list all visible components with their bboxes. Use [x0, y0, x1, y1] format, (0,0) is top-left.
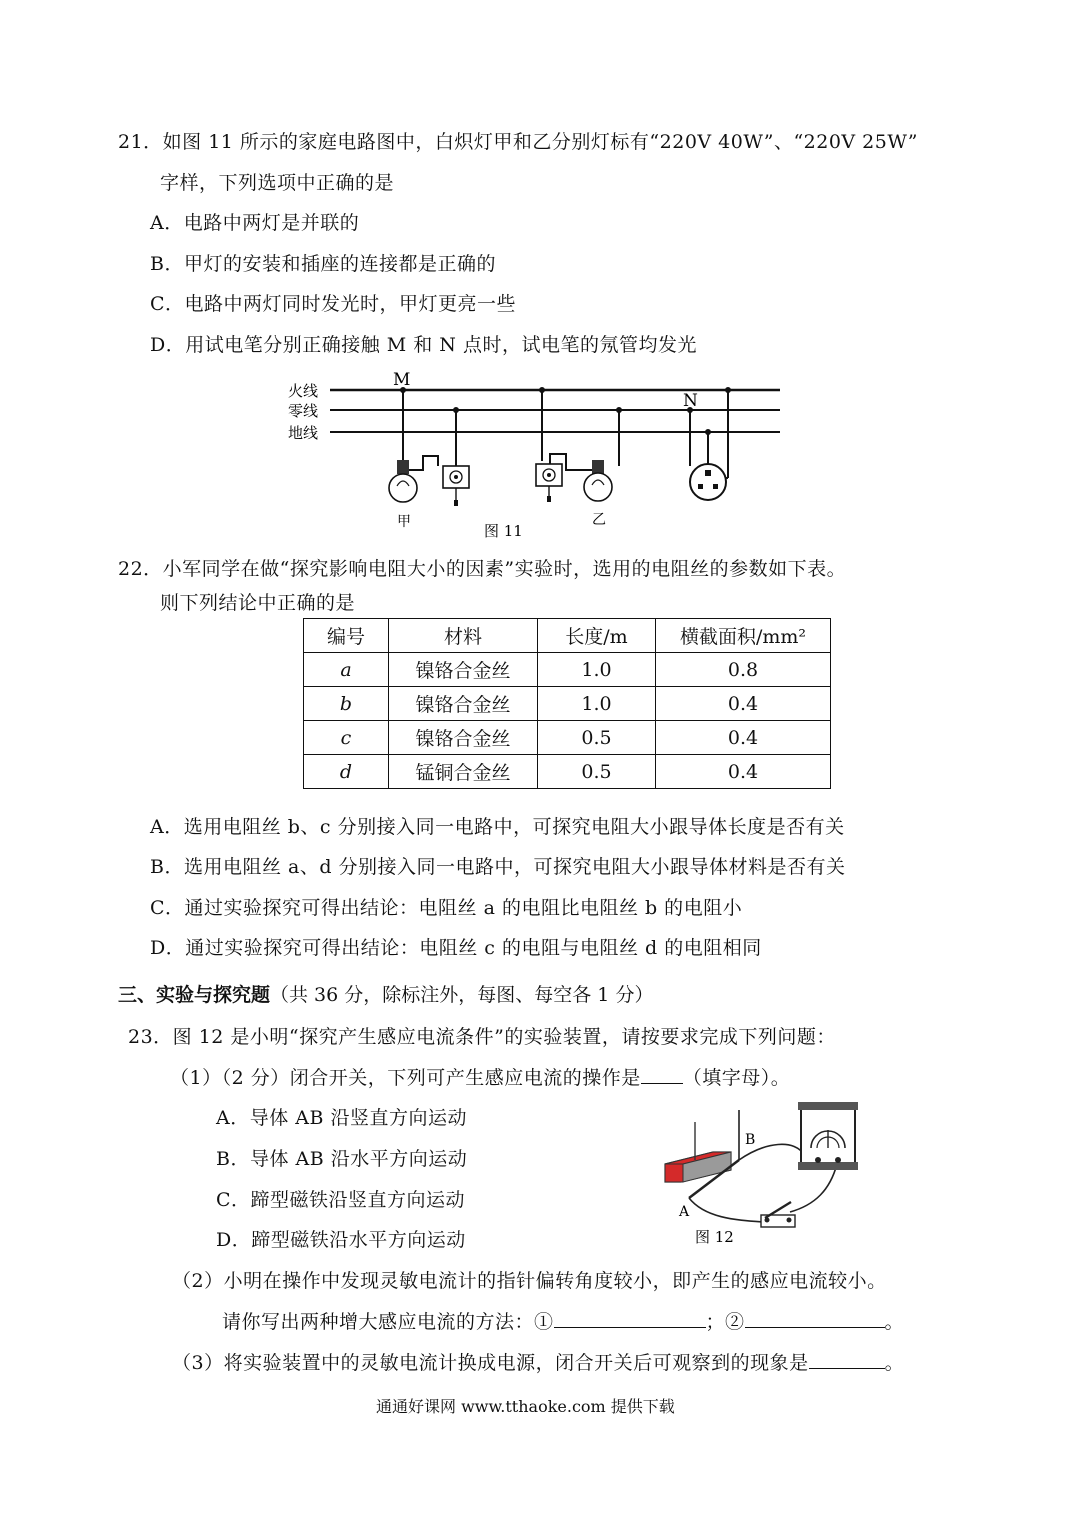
table-header-row [304, 619, 831, 653]
q23-option-d: D．蹄型磁铁沿水平方向运动 [216, 1229, 466, 1251]
q23-part1-suffix: （填字母）。 [682, 1067, 791, 1089]
resistance-wire-table [303, 618, 831, 789]
q23-part2-line2 [222, 1307, 904, 1334]
switch-jia-icon [443, 466, 469, 506]
q23-part1-prefix: （1）（2 分）闭合开关，下列可产生感应电流的操作是 [170, 1067, 641, 1089]
table-cell: 1.0 [538, 687, 656, 721]
q23-part3-answer-blank[interactable] [809, 1350, 885, 1369]
q23-option-b: B．导体 AB 沿水平方向运动 [216, 1148, 468, 1170]
section-3-note: （共 36 分，除标注外，每图、每空各 1 分） [270, 984, 654, 1006]
knife-switch-icon [761, 1202, 795, 1227]
figure-12-label-a: A [679, 1204, 690, 1220]
table-cell: 0.4 [656, 721, 831, 755]
table-row [304, 653, 831, 687]
table-cell: 镍铬合金丝 [389, 687, 538, 721]
point-n-label: N [683, 391, 698, 411]
q22-option-c: C．通过实验探究可得出结论：电阻丝 a 的电阻比电阻丝 b 的电阻小 [150, 897, 743, 919]
q22-option-a: A．选用电阻丝 b、c 分别接入同一电路中，可探究电阻大小跟导体长度是否有关 [150, 816, 845, 838]
q23-part2-line1: （2）小明在操作中发现灵敏电流计的指针偏转角度较小，即产生的感应电流较小。 [172, 1270, 887, 1292]
table-cell: d [304, 755, 389, 789]
section-3-heading [118, 980, 653, 1007]
table-cell: a [304, 653, 389, 687]
q23-option-a: A．导体 AB 沿竖直方向运动 [216, 1107, 467, 1129]
table-row [304, 721, 831, 755]
q23-part2-prefix: 请你写出两种增大感应电流的方法：① [222, 1311, 554, 1333]
socket-icon [690, 464, 726, 500]
table-cell: 0.5 [538, 721, 656, 755]
q23-part3-end: 。 [884, 1352, 905, 1374]
table-cell: 镍铬合金丝 [389, 721, 538, 755]
q21-option-a: A．电路中两灯是并联的 [150, 212, 360, 234]
table-header: 横截面积/mm² [656, 619, 831, 653]
q23-part2-answer-blank-1[interactable] [554, 1309, 706, 1328]
section-3-title: 三、实验与探究题 [118, 984, 271, 1006]
q22-option-d: D．通过实验探究可得出结论：电阻丝 c 的电阻与电阻丝 d 的电阻相同 [150, 937, 762, 959]
q23-part1 [170, 1063, 790, 1090]
q23-part3-prefix: （3）将实验装置中的灵敏电流计换成电源，闭合开关后可观察到的现象是 [172, 1352, 809, 1374]
table-cell: 0.5 [538, 755, 656, 789]
galvanometer-icon [798, 1102, 858, 1170]
point-m-label: M [393, 370, 411, 390]
wire-label-live: 火线 [288, 382, 319, 400]
table-cell: 0.4 [656, 755, 831, 789]
table-row [304, 755, 831, 789]
q23-part1-answer-blank[interactable] [641, 1065, 683, 1084]
table-cell: 0.8 [656, 653, 831, 687]
table-header: 长度/m [538, 619, 656, 653]
figure-12-apparatus [655, 1100, 865, 1248]
q22-stem-line1: 22．小军同学在做“探究影响电阻大小的因素”实验时，选用的电阻丝的参数如下表。 [118, 558, 847, 580]
table-cell: 0.4 [656, 687, 831, 721]
table-cell: 1.0 [538, 653, 656, 687]
q21-option-b: B．甲灯的安装和插座的连接都是正确的 [150, 253, 496, 275]
q23-part2-separator: ；② [705, 1311, 745, 1333]
q23-intro: 23．图 12 是小明“探究产生感应电流条件”的实验装置，请按要求完成下列问题： [128, 1026, 836, 1048]
q21-stem-line1: 21．如图 11 所示的家庭电路图中，白炽灯甲和乙分别灯标有“220V 40W”、“220V 25W” [118, 131, 918, 153]
q23-part2-answer-blank-2[interactable] [745, 1309, 885, 1328]
table-cell: 镍铬合金丝 [389, 653, 538, 687]
q23-option-c: C．蹄型磁铁沿竖直方向运动 [216, 1189, 466, 1211]
q21-option-c: C．电路中两灯同时发光时，甲灯更亮一些 [150, 293, 517, 315]
table-header: 编号 [304, 619, 389, 653]
page-footer: 通通好课网 www.tthaoke.com 提供下载 [376, 1397, 675, 1416]
wire-label-neutral: 零线 [288, 402, 319, 420]
figure-12-label-b: B [745, 1132, 756, 1148]
figure-11-circuit [270, 366, 790, 546]
table-cell: c [304, 721, 389, 755]
lamp-yi-label: 乙 [592, 512, 606, 528]
figure-11-caption: 图 11 [484, 522, 523, 540]
wire-label-ground: 地线 [288, 424, 319, 442]
q21-option-d: D．用试电笔分别正确接触 M 和 N 点时，试电笔的氖管均发光 [150, 334, 697, 356]
q21-stem-line2: 字样，下列选项中正确的是 [160, 172, 395, 194]
table-cell: b [304, 687, 389, 721]
table-header: 材料 [389, 619, 538, 653]
q23-part2-end: 。 [884, 1311, 905, 1333]
q22-stem-line2: 则下列结论中正确的是 [160, 592, 356, 614]
lamp-jia-label: 甲 [397, 514, 411, 530]
switch-yi-icon [536, 464, 562, 502]
table-cell: 锰铜合金丝 [389, 755, 538, 789]
lamp-yi-icon [584, 460, 612, 501]
lamp-jia-icon [389, 460, 417, 502]
q23-part3 [172, 1348, 904, 1375]
figure-12-caption: 图 12 [695, 1228, 734, 1246]
table-row [304, 687, 831, 721]
q22-option-b: B．选用电阻丝 a、d 分别接入同一电路中，可探究电阻大小跟导体材料是否有关 [150, 856, 846, 878]
